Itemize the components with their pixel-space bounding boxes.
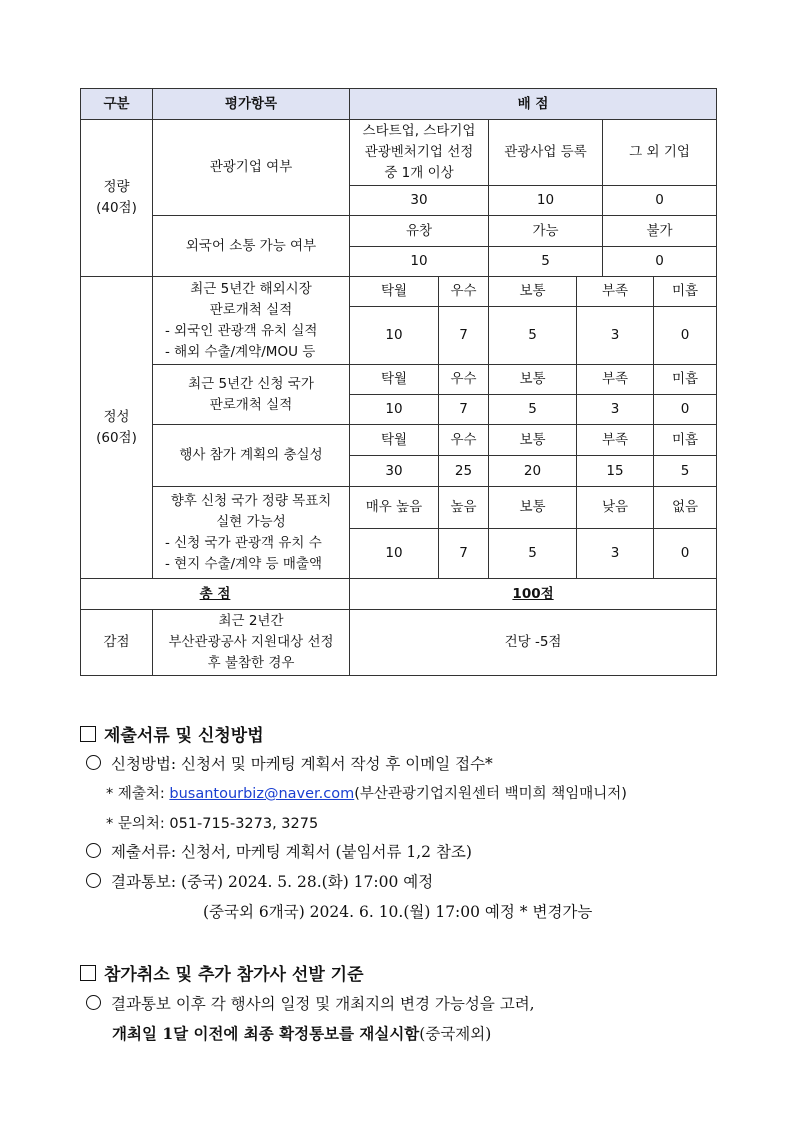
header-category: 구분 xyxy=(81,89,153,120)
quant-col-1: 스타트업, 스타기업 관광벤처기업 선정 중 1개 이상 xyxy=(350,120,489,186)
table-row: 외국어 소통 가능 여부 유창 가능 불가 xyxy=(81,216,717,247)
result-line-2: (중국외 6개국) 2024. 6. 10.(월) 17:00 예정 * 변경가능 xyxy=(203,903,593,921)
table-header-row xyxy=(81,89,717,120)
result-line-1: 결과통보: (중국) 2024. 5. 28.(화) 17:00 예정 xyxy=(86,870,433,892)
section2-heading: 참가취소 및 추가 참가사 선발 기준 xyxy=(80,960,364,985)
section1-heading: 제출서류 및 신청방법 xyxy=(80,721,264,746)
email-link[interactable]: busantourbiz@naver.com xyxy=(169,786,355,802)
quant-item-1: 관광기업 여부 xyxy=(153,120,350,216)
quant-col-2: 관광사업 등록 xyxy=(489,120,603,186)
deduct-row xyxy=(81,610,717,676)
table-row: 30 25 20 15 5 xyxy=(81,456,717,487)
total-row xyxy=(81,579,717,610)
circle-bullet-icon xyxy=(86,995,101,1010)
method-line: 신청방법: 신청서 및 마케팅 계획서 작성 후 이메일 접수* xyxy=(86,752,493,774)
criteria-line-2: 개최일 1달 이전에 최종 확정통보를 재실시함(중국제외) xyxy=(112,1024,492,1043)
header-item: 평가항목 xyxy=(153,89,350,120)
qual-item-1: 최근 5년간 해외시장 판로개척 실적 - 외국인 관광객 유치 실적 - 해외 수출/계약/MOU 등 xyxy=(153,277,350,365)
table-row: 행사 참가 계획의 충실성 탁월 우수 보통 부족 미흡 xyxy=(81,425,717,456)
docs-line: 제출서류: 신청서, 마케팅 계획서 (붙임서류 1,2 참조) xyxy=(86,840,472,862)
table-row: 30 10 0 xyxy=(81,186,717,216)
checkbox-square-icon xyxy=(80,965,96,981)
contact-line: * 문의처: 051-715-3273, 3275 xyxy=(106,816,319,832)
total-label: 총 점 xyxy=(81,579,350,610)
submit-line: * 제출처: busantourbiz@naver.com(부산관광기업지원센터 백미희 책임매니저) xyxy=(106,786,627,802)
deduct-label: 감점 xyxy=(81,610,153,676)
circle-bullet-icon xyxy=(86,843,101,858)
table-row: 최근 5년간 신청 국가 판로개척 실적 탁월 우수 보통 부족 미흡 xyxy=(81,365,717,395)
quant-item-2: 외국어 소통 가능 여부 xyxy=(153,216,350,277)
quant-col-3: 그 외 기업 xyxy=(603,120,717,186)
table-row: 향후 신청 국가 정량 목표치 실현 가능성 - 신청 국가 관광객 유치 수 - 현지 수출/계약 등 매출액 매우 높음 높음 보통 낮음 없음 xyxy=(81,487,717,529)
table-row xyxy=(81,120,717,186)
deduct-value: 건당 -5점 xyxy=(350,610,717,676)
total-value: 100점 xyxy=(350,579,717,610)
table-row: 10 7 5 3 0 xyxy=(81,395,717,425)
table-row: 10 5 0 xyxy=(81,247,717,277)
qual-item-4: 향후 신청 국가 정량 목표치 실현 가능성 - 신청 국가 관광객 유치 수 - 현지 수출/계약 등 매출액 xyxy=(153,487,350,579)
criteria-line-1: 결과통보 이후 각 행사의 일정 및 개최지의 변경 가능성을 고려, xyxy=(86,992,535,1014)
quant-label: 정량 (40점) xyxy=(81,120,153,277)
header-score: 배 점 xyxy=(350,89,717,120)
qual-label: 정성 (60점) xyxy=(81,277,153,579)
table-row: 10 7 5 3 0 xyxy=(81,307,717,365)
qual-item-2: 최근 5년간 신청 국가 판로개척 실적 xyxy=(153,365,350,425)
table-row: 10 7 5 3 0 xyxy=(81,529,717,579)
circle-bullet-icon xyxy=(86,755,101,770)
deduct-item: 최근 2년간 부산관광공사 지원대상 선정 후 불참한 경우 xyxy=(153,610,350,676)
checkbox-square-icon xyxy=(80,726,96,742)
qual-item-3: 행사 참가 계획의 충실성 xyxy=(153,425,350,487)
evaluation-table xyxy=(80,88,717,676)
circle-bullet-icon xyxy=(86,873,101,888)
table-row: 정성 (60점) 최근 5년간 해외시장 판로개척 실적 - 외국인 관광객 유치 실적 - 해외 수출/계약/MOU 등 탁월 우수 보통 부족 미흡 xyxy=(81,277,717,307)
